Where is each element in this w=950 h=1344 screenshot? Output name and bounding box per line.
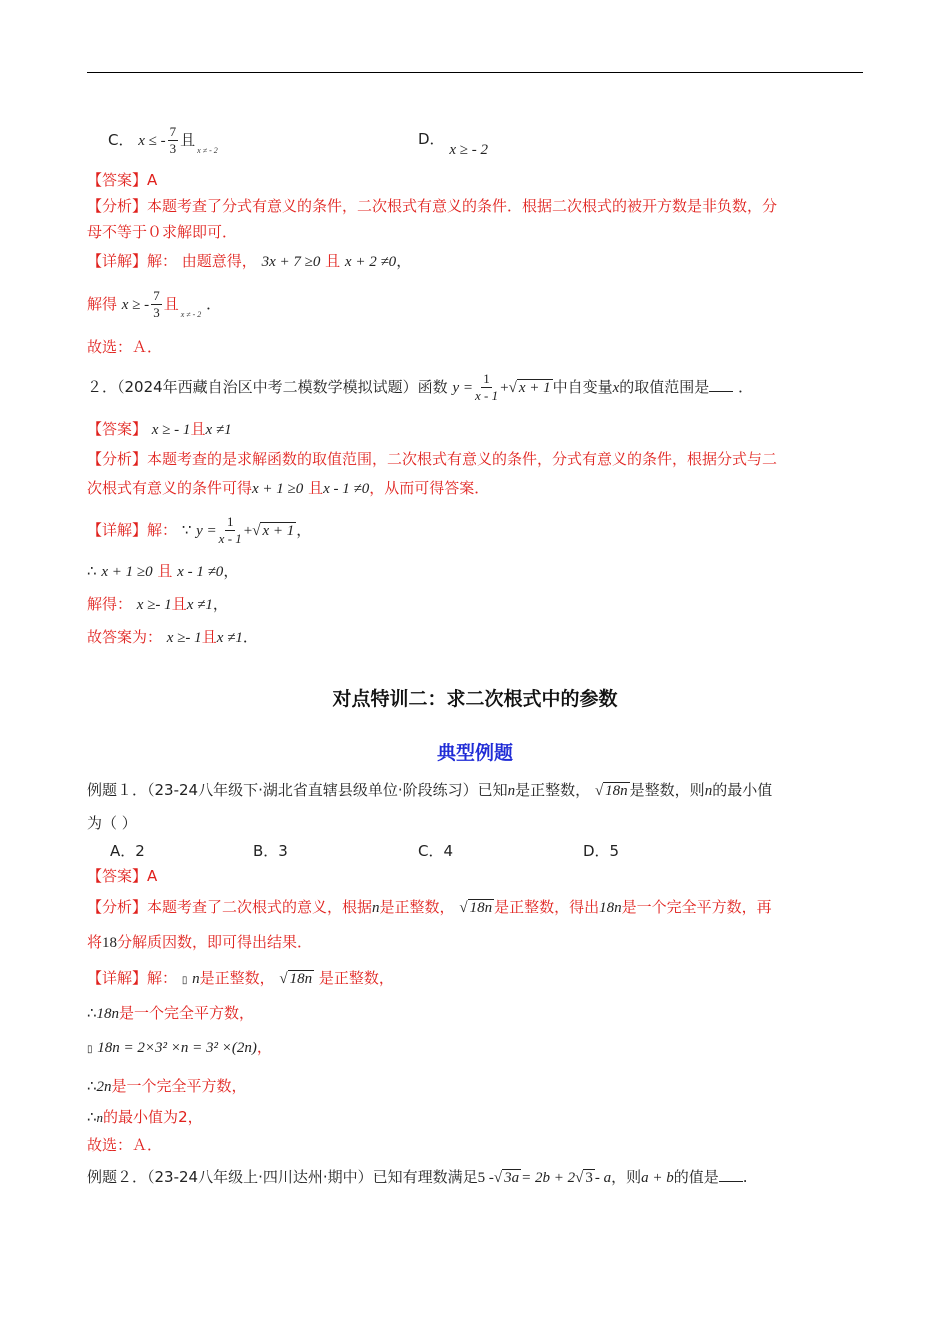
q1-detail: 【详解】解： 由题意得， 3x + 7 ≥0 且 x + 2 ≠0， bbox=[87, 252, 412, 270]
ex1-equation: ▯ 18n = 2×3² ×n = 3² ×(2n)， bbox=[87, 1038, 272, 1056]
typical-title: 典型例题 bbox=[436, 742, 513, 764]
fraction: $\frac{1}{x - 1}$ bbox=[218, 514, 242, 546]
answer-blank bbox=[709, 377, 733, 392]
ex1-therefore-3: ∴n的最小值为2， bbox=[87, 1108, 203, 1126]
ex1-answer: 【答案】A bbox=[87, 867, 158, 885]
ex2-stem: 例题２．（23-24八年级上·四川达州·期中）已知有理数满足5 -√ 3a = 2b + 2√ 3 - a，则a + b的值是 . bbox=[87, 1168, 748, 1186]
ex1-therefore-1: ∴18n是一个完全平方数， bbox=[87, 1004, 255, 1022]
q2-detail: 【详解】解： ∵ y = $\frac{1}{x - 1}$ +√ x + 1 ， bbox=[87, 514, 312, 546]
sqrt: √ 18n bbox=[279, 971, 313, 987]
q2-final: 故答案为： x ≥- 1且x ≠1． bbox=[87, 628, 258, 646]
ex1-detail: 【详解】解： ▯ n是正整数， √ 18n 是正整数， bbox=[87, 969, 394, 987]
q1-analysis-line1: 【分析】本题考查了分式有意义的条件，二次根式有意义的条件．根据二次根式的被开方数是非负数，分 bbox=[87, 197, 778, 215]
sqrt: √ 18n bbox=[459, 900, 493, 916]
ex1-analysis-line1: 【分析】本题考查了二次根式的意义，根据n是正整数， √ 18n 是正整数，得出18n是一个完全平方数，再 bbox=[87, 898, 772, 916]
q1-analysis-line2: 母不等于０求解即可． bbox=[87, 223, 238, 241]
q2-stem: ２．（2024年西藏自治区中考二模数学模拟试题）函数 y = $\frac{1}{x - 1}$ +√ x + 1 中自变量x的取值范围是 ． bbox=[87, 371, 754, 403]
ex1-stem-line1: 例题１．（23-24八年级下·湖北省直辖县级单位·阶段练习）已知n是正整数， √ 18n 是整数，则n的最小值 bbox=[87, 781, 773, 799]
q1-solve: 解得 x ≥ - $\frac{7}{3}$ 且$_{x \ne - 2}$ ． bbox=[87, 288, 222, 320]
ex1-analysis-line2: 将18分解质因数，即可得出结果． bbox=[87, 933, 313, 951]
option-d: D． x ≥ - 2 bbox=[418, 130, 488, 158]
fraction: $\frac{1}{x - 1}$ bbox=[475, 371, 499, 403]
q1-choose: 故选：Ａ． bbox=[87, 338, 163, 356]
ex1-stem-line2: 为（ ） bbox=[87, 814, 137, 832]
answer-blank bbox=[719, 1167, 743, 1182]
header-rule bbox=[87, 72, 863, 73]
option-d: D．5 bbox=[583, 842, 620, 860]
ex1-therefore-2: ∴2n是一个完全平方数， bbox=[87, 1077, 247, 1095]
option-c: C． x ≤ - $\frac{7}{3}$ 且$_{x \ne - 2}$ bbox=[108, 124, 218, 156]
option-c: C．4 bbox=[418, 842, 454, 860]
q2-answer: 【答案】 x ≥ - 1且x ≠1 bbox=[87, 420, 232, 438]
sqrt: √ 3a bbox=[493, 1170, 520, 1186]
q2-analysis-line1: 【分析】本题考查的是求解函数的取值范围，二次根式有意义的条件，分式有意义的条件，根据分式与二 bbox=[87, 450, 778, 468]
sqrt: √ x + 1 bbox=[508, 380, 551, 396]
sqrt: √ x + 1 bbox=[252, 523, 295, 539]
q2-solve: 解得： x ≥- 1且x ≠1， bbox=[87, 595, 228, 613]
q1-answer: 【答案】A bbox=[87, 171, 158, 189]
ex1-choose: 故选：Ａ． bbox=[87, 1136, 163, 1154]
option-a: A．2 bbox=[110, 842, 145, 860]
q2-therefore: ∴ x + 1 ≥0 且 x - 1 ≠0， bbox=[87, 562, 239, 580]
sqrt: √ 3 bbox=[575, 1170, 593, 1186]
section-title: 对点特训二：求二次根式中的参数 bbox=[332, 688, 618, 710]
fraction: $\frac{7}{3}$ bbox=[169, 124, 177, 156]
q2-analysis-line2: 次根式有意义的条件可得x + 1 ≥0 且x - 1 ≠0，从而可得答案． bbox=[87, 479, 490, 497]
sqrt: √ 18n bbox=[594, 783, 628, 799]
fraction: $\frac{7}{3}$ bbox=[153, 288, 160, 320]
option-b: B．3 bbox=[253, 842, 288, 860]
